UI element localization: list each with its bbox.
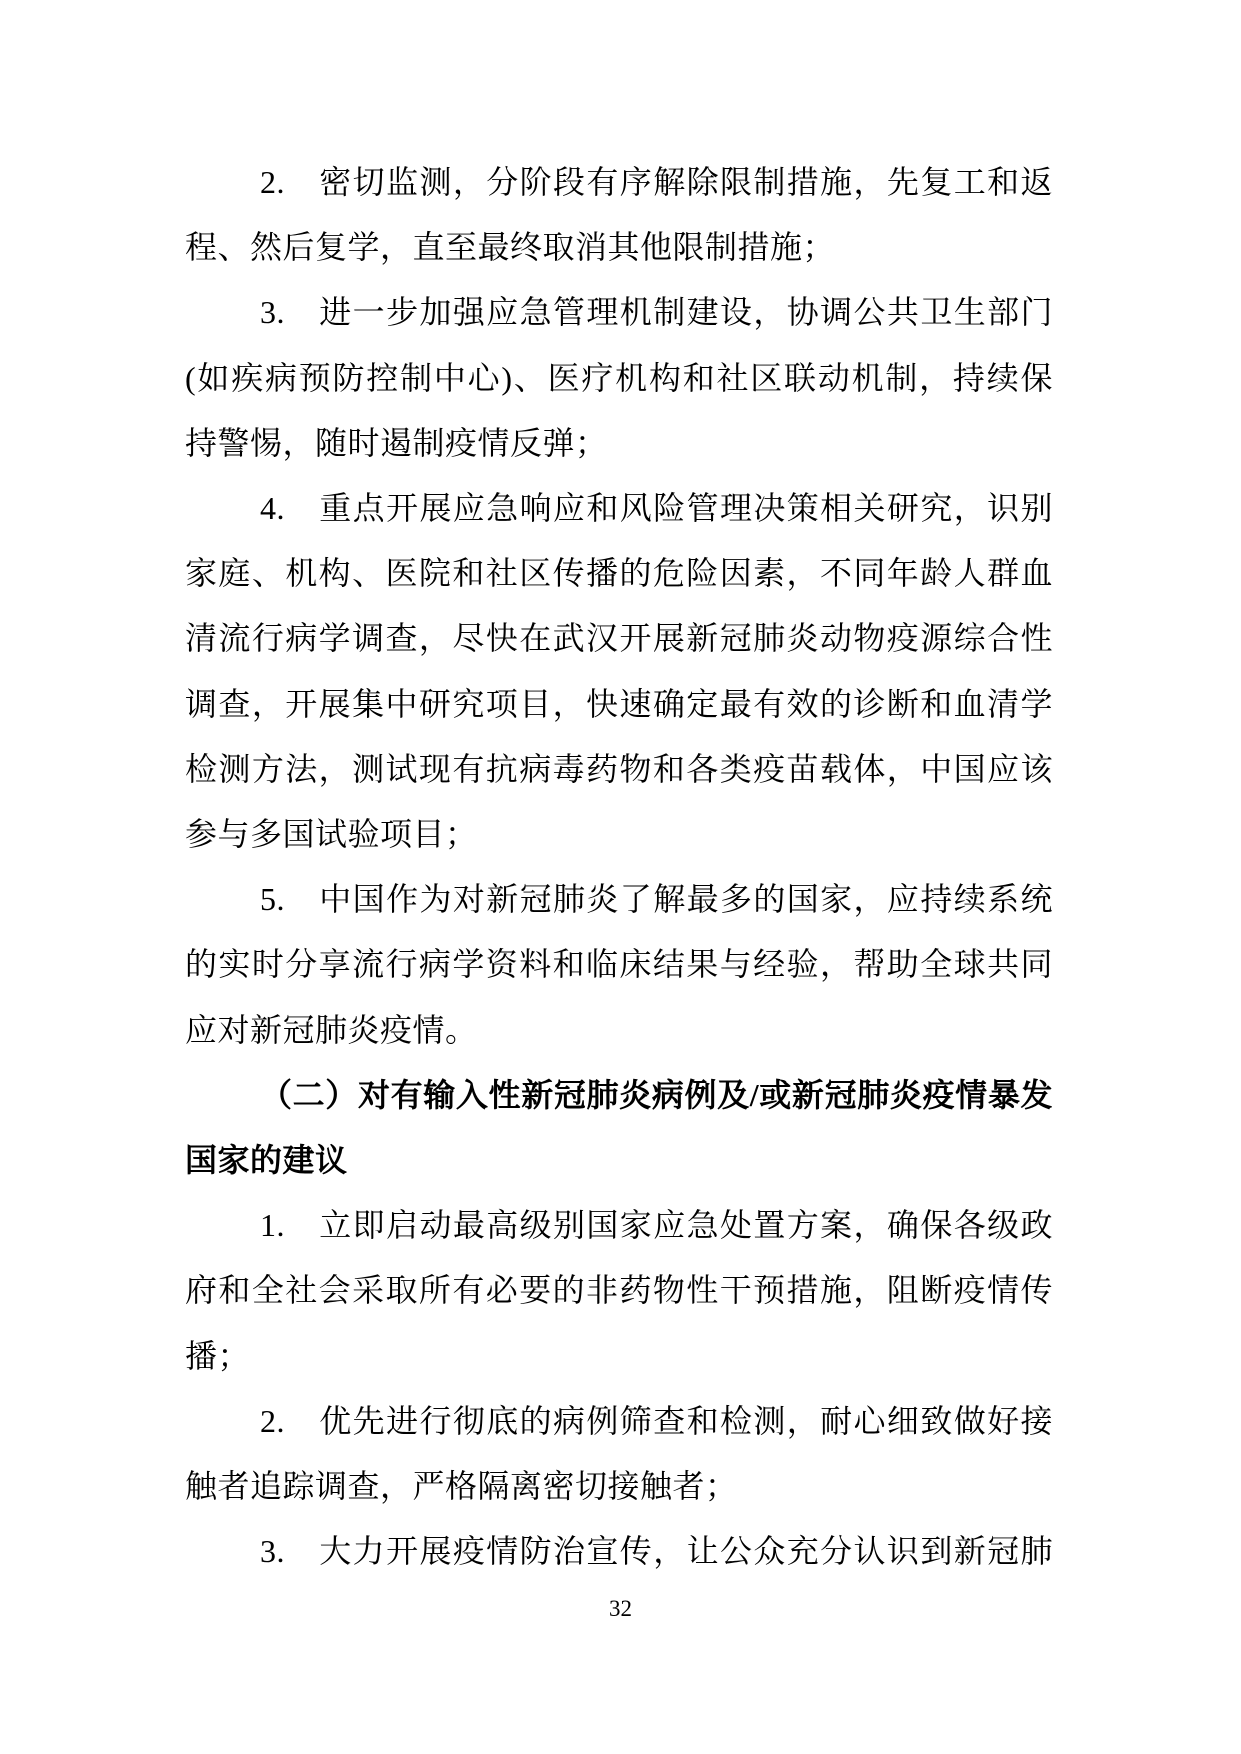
- text-line: 家庭、机构、医院和社区传播的危险因素，不同年龄人群血: [185, 555, 1053, 592]
- text-line: 程、然后复学，直至最终取消其他限制措施；: [185, 229, 836, 266]
- text-line: 2. 优先进行彻底的病例筛查和检测，耐心细致做好接: [260, 1402, 1053, 1439]
- text-line: 5. 中国作为对新冠肺炎了解最多的国家，应持续系统: [260, 881, 1053, 918]
- text-line: 检测方法，测试现有抗病毒药物和各类疫苗载体，中国应该: [185, 750, 1053, 787]
- text-line: 的实时分享流行病学资料和临床结果与经验，帮助全球共同: [185, 946, 1053, 983]
- text-line: 调查，开展集中研究项目，快速确定最有效的诊断和血清学: [185, 685, 1053, 722]
- text-line: 应对新冠肺炎疫情。: [185, 1011, 478, 1048]
- text-line: 播；: [185, 1337, 251, 1374]
- text-line: 2. 密切监测，分阶段有序解除限制措施，先复工和返: [260, 164, 1053, 200]
- text-line: 4. 重点开展应急响应和风险管理决策相关研究，识别: [260, 490, 1053, 527]
- text-line: （二）对有输入性新冠肺炎病例及/或新冠肺炎疫情暴发: [260, 1076, 1053, 1113]
- text-line: 府和全社会采取所有必要的非药物性干预措施，阻断疫情传: [185, 1272, 1053, 1309]
- page-number: 32: [609, 1596, 632, 1621]
- text-line: 3. 大力开展疫情防治宣传，让公众充分认识到新冠肺: [260, 1533, 1053, 1570]
- text-line: 3. 进一步加强应急管理机制建设，协调公共卫生部门: [260, 294, 1053, 331]
- text-line: 1. 立即启动最高级别国家应急处置方案，确保各级政: [260, 1207, 1053, 1244]
- text-line: 参与多国试验项目；: [185, 816, 478, 853]
- text-line: 国家的建议: [185, 1142, 348, 1179]
- text-line: 触者追踪调查，严格隔离密切接触者；: [185, 1468, 738, 1505]
- text-line: 清流行病学调查，尽快在武汉开展新冠肺炎动物疫源综合性: [185, 620, 1053, 657]
- document-text-body: [185, 150, 1053, 1584]
- text-line: 持警惕，随时遏制疫情反弹；: [185, 424, 608, 461]
- text-line: (如疾病预防控制中心)、医疗机构和社区联动机制，持续保: [185, 359, 1053, 396]
